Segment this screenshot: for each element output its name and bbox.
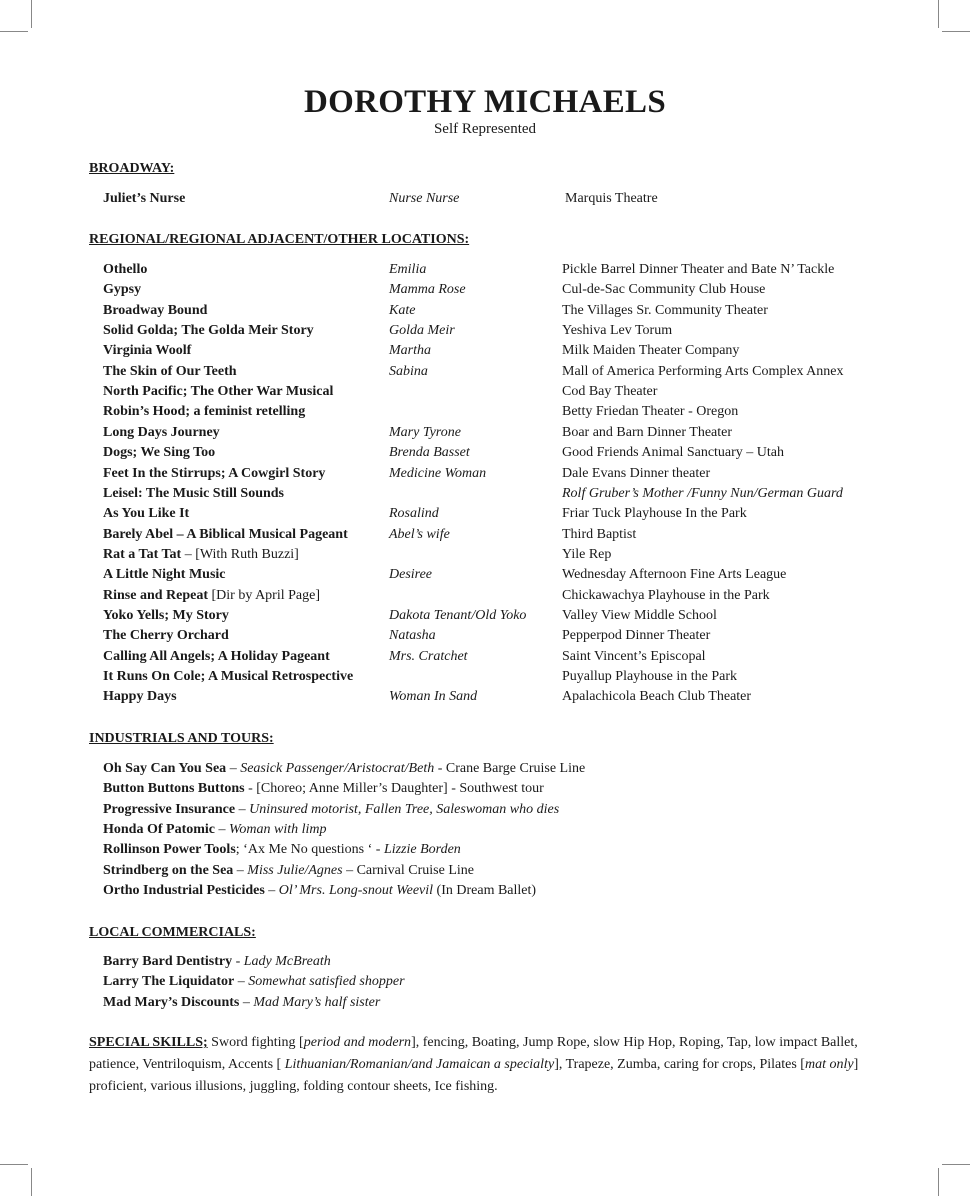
credit-row (0, 341, 970, 361)
role: Dakota Tenant/Old Yoko (389, 607, 527, 623)
show-title: Ortho Industrial Pesticides (103, 883, 265, 899)
credit-line (103, 779, 544, 799)
role: Mary Tyrone (389, 424, 461, 440)
credit-row (0, 565, 970, 585)
role: Ol’ Mrs. Long-snout Weevil (278, 883, 434, 899)
show-title-text: Robin’s Hood; a feminist retelling (103, 404, 306, 420)
venue: Milk Maiden Theater Company (562, 343, 740, 359)
show-note: [Dir by April Page] (208, 587, 320, 603)
role: Abel’s wife (389, 526, 450, 542)
show-title: Barry Bard Dentistry (103, 954, 233, 969)
venue: Cul-de-Sac Community Club House (562, 282, 766, 298)
show-title (103, 341, 191, 361)
credit-row (0, 647, 970, 667)
venue: Wednesday Afternoon Fine Arts League (562, 567, 787, 583)
crop-mark (31, 1168, 32, 1196)
credit-line (103, 952, 331, 972)
role: Mad Mary’s half sister (253, 994, 381, 1010)
show-title: Honda Of Patomic (103, 822, 215, 838)
show-title-text: Rinse and Repeat (103, 587, 209, 603)
credit-row (0, 301, 970, 321)
venue: Good Friends Animal Sanctuary – Utah (562, 445, 785, 461)
role: Lady McBreath (243, 954, 331, 969)
venue: Yile Rep (562, 546, 612, 562)
show-title (103, 362, 237, 382)
skills-text: ], Trapeze, Zumba, caring for crops, Pilates [ (554, 1057, 805, 1072)
role: Kate (389, 302, 416, 318)
show-title-text: The Cherry Orchard (103, 628, 229, 644)
venue: Puyallup Playhouse in the Park (562, 669, 737, 684)
skills-text: Sword fighting [ (207, 1035, 304, 1050)
venue: Valley View Middle School (562, 607, 717, 623)
show-note: – [With Ruth Buzzi] (181, 546, 299, 562)
credit-line (103, 800, 559, 820)
skills-text-italic: period and modern (303, 1035, 412, 1050)
venue: Betty Friedan Theater - Oregon (562, 404, 739, 420)
credit-line (103, 840, 461, 860)
show-title-text: Rat a Tat Tat (103, 546, 182, 562)
venue: Cod Bay Theater (562, 384, 658, 400)
show-title (103, 586, 320, 606)
separator: - [Choreo; Anne Miller’s Daughter] - Southwest tour (244, 781, 544, 797)
performer-name: DOROTHY MICHAELS (303, 84, 667, 120)
venue: Chickawachya Playhouse in the Park (562, 587, 770, 603)
show-title-text: It Runs On Cole; A Musical Retrospective (103, 669, 354, 684)
role: Seasick Passenger/Aristocrat/Beth (240, 761, 435, 776)
show-title (103, 687, 177, 707)
venue: Apalachicola Beach Club Theater (562, 689, 752, 705)
show-title: Progressive Insurance (103, 801, 236, 817)
show-title-text: Leisel: The Music Still Sounds (103, 485, 285, 501)
role: Somewhat satisfied shopper (248, 974, 405, 990)
show-title (103, 423, 220, 443)
role: Desiree (389, 567, 433, 583)
venue: Marquis Theatre (565, 191, 658, 206)
show-title-text: Dogs; We Sing Too (103, 445, 216, 461)
role: Emilia (389, 262, 427, 277)
role: Golda Meir (389, 323, 455, 339)
venue: – Carnival Cruise Line (342, 862, 474, 878)
show-title-text: Calling All Angels; A Holiday Pageant (103, 648, 330, 664)
skills-text-italic: mat only (804, 1057, 854, 1072)
show-title (103, 402, 305, 422)
role: Martha (389, 343, 431, 359)
show-title-text: A Little Night Music (103, 567, 226, 583)
credit-row (0, 484, 970, 504)
skills-text: ] proficient, various illusions, juggling, folding contour sheets, Ice fishing. (89, 1057, 859, 1094)
credit-row (0, 443, 970, 463)
crop-mark (942, 31, 970, 32)
show-title: Rollinson Power Tools (103, 842, 236, 858)
show-title: Oh Say Can You Sea (103, 761, 227, 776)
show-title (103, 545, 299, 565)
show-title (103, 260, 147, 280)
show-title-text: Othello (103, 262, 148, 277)
credit-row (0, 667, 970, 687)
show-title: Larry The Liquidator (103, 974, 235, 990)
show-title (103, 382, 333, 402)
role: Brenda Basset (389, 445, 470, 461)
show-title (103, 525, 348, 545)
venue: Pickle Barrel Dinner Theater and Bate N’ Tackle (562, 262, 835, 277)
show-title-text: Broadway Bound (103, 302, 208, 318)
role: Uninsured motorist, Fallen Tree, Saleswoman who dies (249, 801, 560, 817)
section-title-industrials: INDUSTRIALS AND TOURS: (89, 731, 274, 746)
credit-row (0, 260, 970, 280)
role: Mamma Rose (389, 282, 466, 298)
show-title-text: Barely Abel – A Biblical Musical Pageant (103, 526, 348, 542)
section-title-regional: REGIONAL/REGIONAL ADJACENT/OTHER LOCATIONS: (89, 232, 470, 247)
show-title: Mad Mary’s Discounts (103, 994, 240, 1010)
venue: Third Baptist (562, 526, 637, 542)
separator: – (239, 994, 254, 1010)
credit-row (0, 423, 970, 443)
separator: – (234, 974, 249, 990)
separator: - (232, 954, 244, 969)
show-title (103, 443, 215, 463)
role: Sabina (389, 363, 428, 379)
show-title: Strindberg on the Sea (103, 862, 234, 878)
skills-label: SPECIAL SKILLS; (89, 1035, 208, 1050)
separator: ; ‘Ax Me No questions ‘ - (235, 842, 384, 858)
show-title-text: North Pacific; The Other War Musical (103, 384, 334, 400)
show-title-text: As You Like It (103, 506, 190, 522)
credit-row (0, 189, 970, 209)
resume-header (0, 84, 970, 138)
role: Natasha (389, 628, 436, 644)
skills-text-italic: Lithuanian/Romanian/and Jamaican a specialty (284, 1057, 555, 1072)
show-title-text: Solid Golda; The Golda Meir Story (103, 323, 314, 339)
show-title-text: The Skin of Our Teeth (103, 363, 237, 379)
crop-mark (31, 0, 32, 28)
show-title-text: Gypsy (103, 282, 142, 298)
show-title-text: Long Days Journey (103, 424, 220, 440)
venue: Pepperpod Dinner Theater (562, 628, 711, 644)
role: Nurse Nurse (389, 191, 460, 206)
credit-line (103, 820, 327, 840)
separator: – (235, 801, 250, 817)
show-title (103, 565, 226, 585)
credit-row (0, 280, 970, 300)
crop-mark (938, 1168, 939, 1196)
credit-row (0, 626, 970, 646)
venue: Rolf Gruber’s Mother /Funny Nun/German Guard (562, 485, 843, 501)
show-title-text: Happy Days (103, 689, 177, 705)
credit-row (0, 586, 970, 606)
venue: Boar and Barn Dinner Theater (562, 424, 733, 440)
separator: – (226, 761, 241, 776)
credit-line (103, 759, 585, 779)
show-title (103, 626, 229, 646)
credit-row (0, 382, 970, 402)
show-title: Juliet’s Nurse (103, 191, 186, 206)
credit-row (0, 362, 970, 382)
credit-row (0, 464, 970, 484)
credit-row (0, 606, 970, 626)
role: Mrs. Cratchet (389, 648, 468, 664)
credit-row (0, 402, 970, 422)
venue: - Crane Barge Cruise Line (434, 761, 586, 776)
venue: Mall of America Performing Arts Complex Annex (562, 363, 844, 379)
credit-line (103, 881, 536, 901)
show-title: Button Buttons Buttons (103, 781, 245, 797)
venue: The Villages Sr. Community Theater (562, 302, 768, 318)
skills-text: ], fencing, Boating, Jump Rope, slow Hip Hop, Roping, Tap, low impact Ballet, patience, Ventriloquism, Accents [ (89, 1035, 858, 1072)
separator: – (215, 822, 229, 838)
credit-row (0, 321, 970, 341)
venue: Dale Evans Dinner theater (562, 465, 711, 481)
show-title (103, 647, 330, 667)
show-title (103, 280, 141, 300)
show-title-text: Feet In the Stirrups; A Cowgirl Story (103, 465, 326, 481)
show-title (103, 464, 325, 484)
venue: Friar Tuck Playhouse In the Park (562, 506, 747, 522)
role: Medicine Woman (389, 465, 487, 481)
venue: Yeshiva Lev Torum (562, 323, 673, 339)
credit-row (0, 525, 970, 545)
crop-mark (938, 0, 939, 28)
show-title-text: Yoko Yells; My Story (103, 607, 229, 623)
representation: Self Represented (433, 121, 537, 137)
special-skills (89, 1032, 879, 1098)
role: Woman with limp (229, 822, 327, 838)
role: Woman In Sand (389, 689, 478, 705)
credit-line (103, 861, 474, 881)
show-title (103, 301, 207, 321)
show-title (103, 667, 353, 687)
role: Miss Julie/Agnes (247, 862, 343, 878)
show-title (103, 484, 284, 504)
role: Rosalind (389, 506, 439, 522)
venue: (In Dream Ballet) (433, 883, 537, 899)
crop-mark (0, 31, 28, 32)
credit-line (103, 972, 405, 992)
credit-row (0, 504, 970, 524)
credit-row (0, 687, 970, 707)
separator: – (264, 883, 279, 899)
credit-row (0, 545, 970, 565)
show-title (103, 606, 229, 626)
section-title-commercials: LOCAL COMMERCIALS: (89, 925, 256, 940)
credit-line (103, 993, 380, 1013)
show-title (103, 504, 189, 524)
venue: Saint Vincent’s Episcopal (562, 648, 706, 664)
crop-mark (0, 1164, 28, 1165)
separator: – (233, 862, 248, 878)
section-title-broadway: BROADWAY: (89, 161, 175, 176)
show-title (103, 321, 314, 341)
role: Lizzie Borden (383, 842, 461, 858)
show-title-text: Virginia Woolf (103, 343, 192, 359)
crop-mark (942, 1164, 970, 1165)
